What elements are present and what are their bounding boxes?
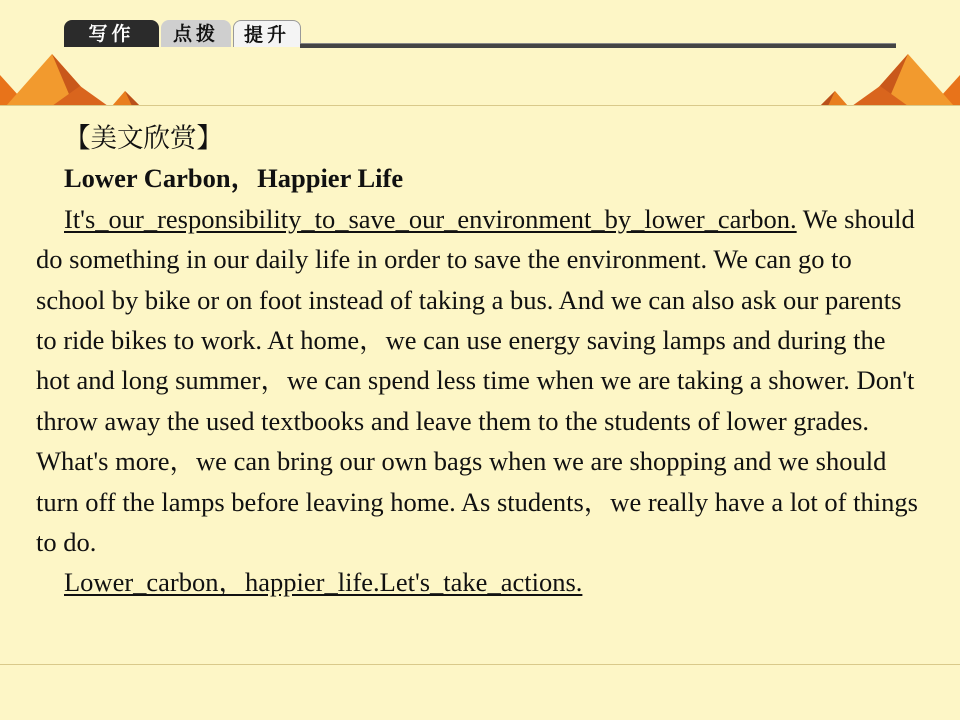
top-divider [0,105,960,106]
essay-title: Lower Carbon，Happier Life [64,163,404,194]
essay-body [36,199,920,563]
body-text: We should do something in our daily life in order to save the environment. We can go to school by bike or on foot instead of taking a bus. And we can also ask our parents to ride bikes to work. At home，we can use energy saving lamps and during the hot and long summer，we can spend less time when we are taking a shower. Don't throw away the used textbooks and leave them to the students of lower grades. What's more，we can bring our own bags when we are shopping and we should turn off the lamps before leaving home. As students，we really have a lot of things to do. [36,203,918,558]
tab-guidance[interactable]: 点拨 [161,20,231,47]
tab-improvement[interactable]: 提升 [233,20,301,47]
essay-content [36,118,920,603]
bottom-divider [0,664,960,665]
triangle-decoration-right [815,48,960,106]
triangle-decoration-left [0,48,145,106]
section-heading: 【美文欣赏】 [64,123,223,153]
nav-tabs [64,20,896,48]
closing-line [36,562,920,602]
topic-sentence: It's_our_responsibility_to_save_our_environment_by_lower_carbon. [64,203,797,234]
tab-underline [300,43,896,48]
closing-sentence: Lower_carbon，happier_life.Let's_take_actions. [64,567,583,598]
tab-writing[interactable]: 写作 [64,20,159,47]
